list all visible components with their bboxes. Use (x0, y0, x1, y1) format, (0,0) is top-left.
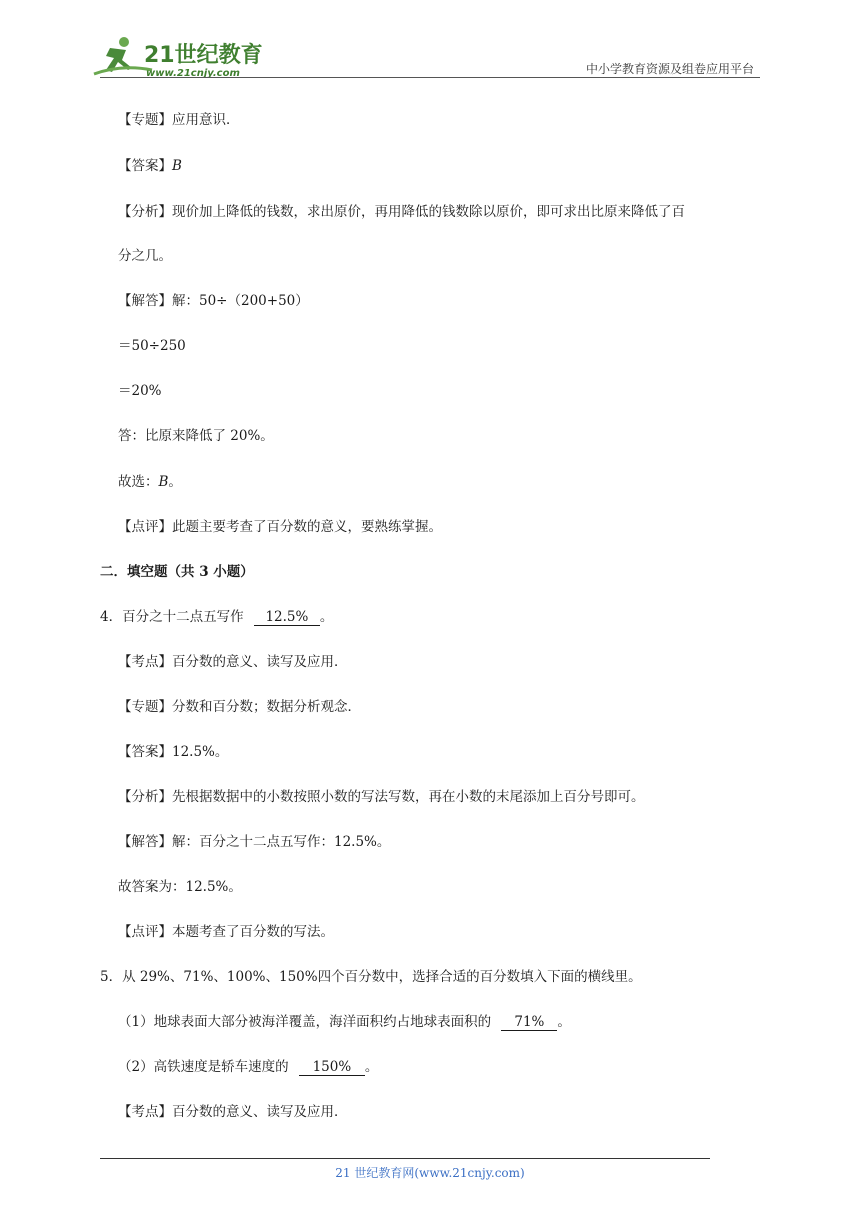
q3-answer (118, 156, 182, 176)
q5-sub1 (118, 1012, 571, 1032)
q5-point: 【考点】百分数的意义、读写及应用． (118, 1104, 348, 1120)
q3-choose (118, 472, 182, 492)
q4-answer: 【答案】12.5%。 (118, 744, 229, 760)
q5-sub2-suffix: 。 (364, 1059, 379, 1075)
q4-point: 【考点】百分数的意义、读写及应用． (118, 654, 348, 670)
site-logo (92, 34, 262, 80)
q4-analysis: 【分析】先根据数据中的小数按照小数的写法写数，再在小数的末尾添加上百分号即可。 (118, 789, 645, 805)
q3-solution-line2: ＝50÷250 (118, 338, 186, 354)
q3-solution-line4: 答：比原来降低了 20%。 (118, 428, 274, 444)
q5-sub1-suffix: 。 (557, 1014, 571, 1030)
section-title: 二．填空题（共 3 小题） (100, 564, 254, 580)
q3-topic: 【专题】应用意识． (118, 112, 240, 128)
footer-divider (100, 1158, 710, 1159)
q4-answer-blank: 12.5% (254, 610, 320, 626)
footer-link[interactable]: 21 世纪教育网(www.21cnjy.com) (335, 1166, 525, 1180)
q5-sub1-prefix: （1）地球表面大部分被海洋覆盖，海洋面积约占地球表面积的 (118, 1014, 492, 1030)
q3-analysis-line2: 分之几。 (118, 248, 172, 264)
svg-text:www.21cnjy.com: www.21cnjy.com (146, 68, 240, 79)
q3-answer-value: B (172, 158, 182, 174)
q4-topic: 【专题】分数和百分数；数据分析观念． (118, 699, 361, 715)
q4-question-prefix: 4．百分之十二点五写作 (100, 609, 244, 625)
header-divider (100, 77, 760, 78)
q5-sub2-prefix: （2）高铁速度是轿车速度的 (118, 1059, 289, 1075)
q5-question: 5．从 29%、71%、100%、150%四个百分数中，选择合适的百分数填入下面的横线里。 (100, 969, 642, 985)
q3-answer-label: 【答案】 (118, 158, 172, 174)
q4-question (100, 607, 333, 627)
q3-solution-line1: 【解答】解：50÷（200+50） (118, 293, 309, 309)
q3-choose-suffix: 。 (168, 474, 182, 490)
q4-question-suffix: 。 (319, 609, 334, 625)
svg-text:21世纪教育: 21世纪教育 (144, 43, 262, 68)
q3-choose-value: B (158, 474, 169, 490)
platform-title: 中小学教育资源及组卷应用平台 (585, 62, 754, 76)
q5-sub1-blank: 71% (501, 1015, 557, 1031)
q4-final: 故答案为：12.5%。 (118, 879, 242, 895)
q3-analysis-line1: 【分析】现价加上降低的钱数，求出原价，再用降低的钱数除以原价，即可求出比原来降低了百 (118, 204, 685, 220)
q4-comment: 【点评】本题考查了百分数的写法。 (118, 924, 334, 940)
q4-solution: 【解答】解：百分之十二点五写作：12.5%。 (118, 834, 391, 850)
q3-comment: 【点评】此题主要考查了百分数的意义，要熟练掌握。 (118, 519, 442, 535)
q5-sub2 (118, 1057, 378, 1077)
q5-sub2-blank: 150% (299, 1060, 365, 1076)
q3-solution-line3: ＝20% (118, 383, 162, 399)
q3-choose-label: 故选： (118, 474, 159, 490)
